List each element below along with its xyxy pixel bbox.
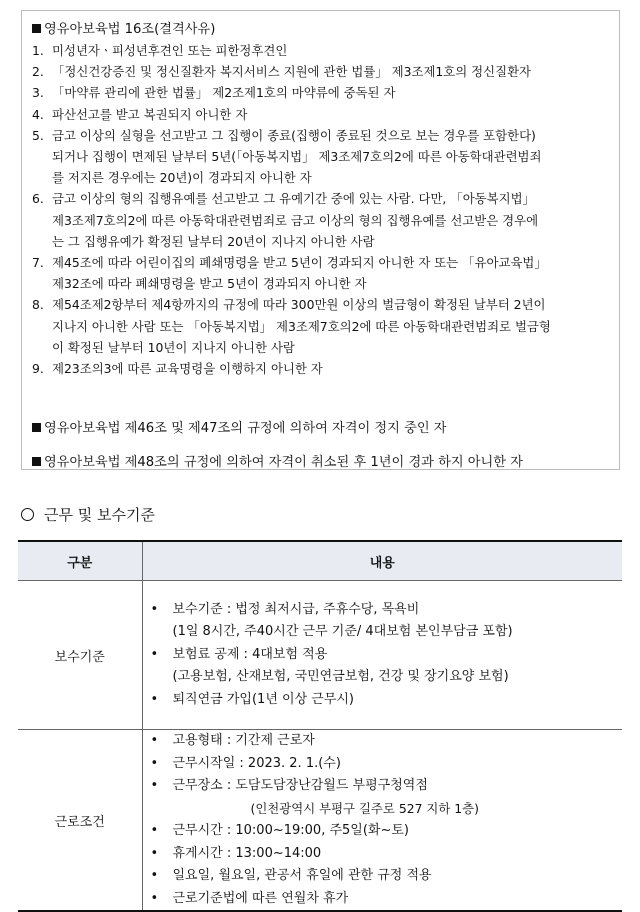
square-bullet-icon: [32, 457, 41, 466]
table-row: [18, 581, 622, 730]
note-suspended-text: 영유아보육법 제46조 및 제47조의 규정에 의하여 자격이 정지 중인 자: [44, 421, 447, 436]
bullet-dot-icon: •: [150, 646, 159, 662]
list-item-number: 1.: [32, 43, 44, 58]
table-body: [18, 581, 622, 912]
note-suspended: [32, 417, 447, 436]
header-category: 구분: [18, 541, 142, 581]
note-revoked: [32, 451, 523, 470]
section-title-text: 근무 및 보수기준: [44, 506, 155, 524]
list-item-line: 금고 이상의 실형을 선고받고 그 집행이 종료(집행이 종료된 것으로 보는 경우를 포함한다): [52, 127, 536, 143]
list-item: [32, 104, 618, 125]
row-category: 근로조건: [18, 730, 142, 912]
list-item: [32, 252, 618, 294]
list-item-number: 7.: [32, 255, 44, 271]
bullet-dot-icon: •: [150, 890, 159, 906]
table-row: [18, 730, 622, 912]
bullet-dot-icon: •: [150, 868, 159, 883]
bullet-list: [143, 730, 623, 910]
table-header-row: [18, 541, 622, 581]
bullet-subtext: (1일 8시간, 주40시간 근무 기준/ 4대보험 본인부담금 포함): [172, 624, 513, 640]
bullet-dot-icon: •: [150, 601, 159, 617]
square-bullet-icon: [32, 423, 41, 432]
list-item: [32, 61, 618, 82]
bullet-dot-icon: •: [150, 778, 159, 793]
bullet-item: [143, 644, 623, 689]
list-item-line: 제23조의3에 따른 교육명령을 이행하지 아니한 자: [52, 361, 323, 377]
bullet-dot-icon: •: [150, 823, 159, 838]
bullet-item: [143, 865, 623, 888]
list-item-line: 제45조에 따라 어린이집의 폐쇄명령을 받고 5년이 경과되지 아니한 자 또는 「유아교육법」: [52, 255, 547, 271]
list-item-number: 9.: [32, 361, 44, 377]
list-item-line: 지나지 아니한 사람 또는 「아동복지법」 제3조제7호의2에 따른 아동학대관련범죄로 벌금형: [52, 318, 551, 334]
circle-bullet-icon: [21, 508, 34, 521]
bullet-text: 보험료 공제 : 4대보험 적용: [172, 646, 328, 662]
row-category: 보수기준: [18, 581, 142, 730]
bullet-dot-icon: •: [150, 845, 159, 861]
bullet-subtext: (고용보험, 산재보험, 국민연금보험, 건강 및 장기요양 보험): [172, 669, 509, 685]
bullet-item: [143, 843, 623, 866]
row-content: [142, 730, 622, 912]
bullet-item: [143, 888, 623, 911]
list-item: [32, 358, 618, 379]
bullet-item: [143, 599, 623, 644]
bullet-text: 고용형태 : 기간제 근로자: [172, 733, 315, 748]
list-item-line: 제54조제2항부터 제4항까지의 규정에 따라 300만원 이상의 벌금형이 확정된 날부터 2년이: [52, 297, 546, 313]
list-item-line: 제3조제7호의2에 따른 아동학대관련범죄로 금고 이상의 형의 집행유예를 선고받은 경우에: [52, 212, 539, 228]
bullet-text: 근무장소 : 도담도담장난감월드 부평구청역점: [172, 778, 428, 793]
list-item-number: 2.: [32, 64, 44, 80]
work-conditions-table: [18, 540, 622, 912]
list-item: [32, 188, 618, 252]
list-item-line: 금고 이상의 형의 집행유예를 선고받고 그 유예기간 중에 있는 사람. 다만, 「아동복지법」: [52, 191, 535, 207]
bullet-text: 근무시작일 : 2023. 2. 1.(수): [172, 755, 341, 771]
bullet-item: [143, 820, 623, 843]
header-content: 내용: [142, 541, 622, 581]
bullet-dot-icon: •: [150, 733, 159, 748]
bullet-item: [143, 775, 623, 820]
list-item-line: 「마약류 관리에 관한 법률」 제2조제1호의 마약류에 중독된 자: [52, 85, 396, 101]
square-bullet-icon: [32, 24, 41, 33]
list-item-number: 3.: [32, 85, 44, 101]
list-item: [32, 294, 618, 358]
list-item-line: 는 그 집행유예가 확정된 날부터 20년이 지나지 아니한 사람: [52, 233, 375, 249]
box-heading: [32, 18, 215, 37]
note-revoked-text: 영유아보육법 제48조의 규정에 의하여 자격이 취소된 후 1년이 경과 하지 아니한 자: [44, 455, 523, 470]
bullet-list: [143, 599, 623, 712]
bullet-item: [143, 689, 623, 712]
bullet-text: 휴게시간 : 13:00~14:00: [172, 845, 322, 861]
list-item-line: 제32조에 따라 폐쇄명령을 받고 5년이 경과되지 아니한 자: [52, 276, 367, 292]
disqualification-list: [32, 40, 618, 379]
bullet-text: 근무시간 : 10:00~19:00, 주5일(화~토): [172, 823, 410, 838]
section-title: [21, 504, 155, 525]
list-item-line: 파산선고를 받고 복권되지 아니한 자: [52, 106, 248, 122]
box-heading-text: 영유아보육법 16조(결격사유): [44, 22, 216, 37]
list-item-line: 이 확정된 날부터 10년이 지나지 아니한 사람: [52, 339, 295, 355]
list-item-number: 8.: [32, 297, 44, 313]
list-item: [32, 82, 618, 103]
list-item: [32, 40, 618, 61]
list-item-line: 를 저지른 경우에는 20년)이 경과되지 아니한 자: [52, 170, 312, 186]
list-item: [32, 125, 618, 189]
bullet-subtext: (인천광역시 부평구 길주로 527 지하 1층): [250, 800, 479, 816]
bullet-item: [143, 753, 623, 776]
bullet-item: [143, 730, 623, 753]
bullet-dot-icon: •: [150, 691, 159, 707]
list-item-number: 5.: [32, 127, 44, 143]
list-item-line: 되거나 집행이 면제된 날부터 5년(「아동복지법」 제3조제7호의2에 따른 아동학대관련범죄: [52, 149, 542, 165]
bullet-text: 퇴직연금 가입(1년 이상 근무시): [172, 691, 355, 707]
list-item-number: 6.: [32, 191, 44, 207]
row-content: [142, 581, 622, 730]
bullet-text: 근로기준법에 따른 연월차 휴가: [172, 890, 349, 906]
bullet-dot-icon: •: [150, 755, 159, 771]
bullet-text: 보수기준 : 법정 최저시급, 주휴수당, 목욕비: [172, 601, 420, 617]
list-item-line: 미성년자ㆍ피성년후견인 또는 피한정후견인: [52, 43, 288, 58]
bullet-text: 일요일, 월요일, 관공서 휴일에 관한 규정 적용: [172, 868, 432, 883]
list-item-number: 4.: [32, 106, 44, 122]
list-item-line: 「정신건강증진 및 정신질환자 복지서비스 지원에 관한 법률」 제3조제1호의 정신질환자: [52, 64, 532, 80]
